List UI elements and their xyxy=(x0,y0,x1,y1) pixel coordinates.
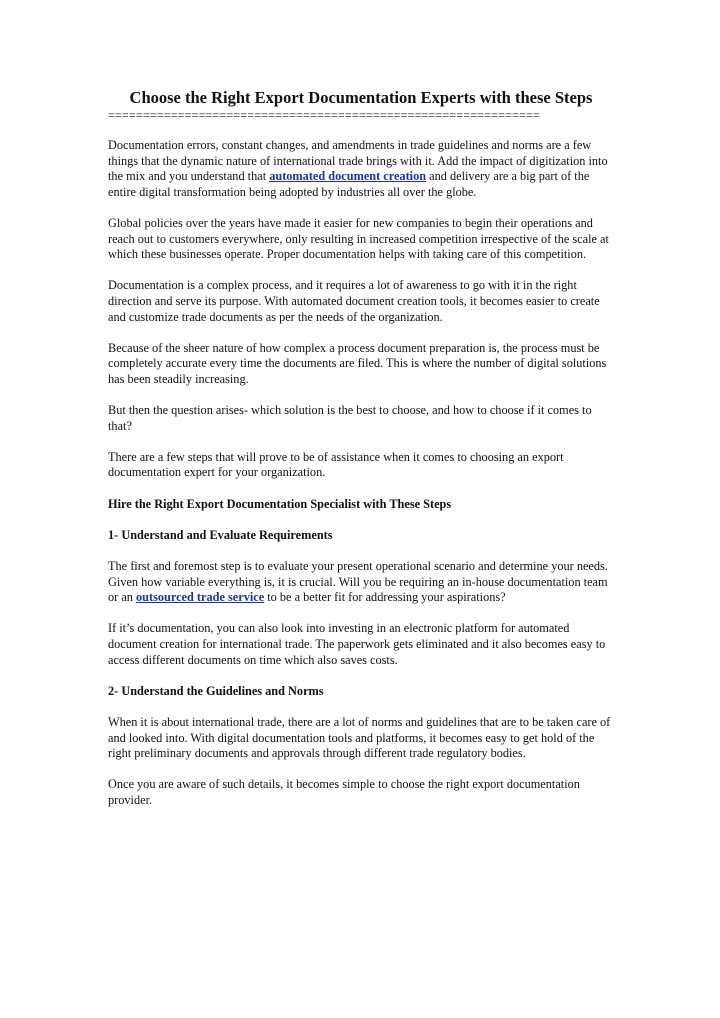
document-title: Choose the Right Export Documentation Experts with these Steps xyxy=(129,88,593,107)
paragraph-accuracy: Because of the sheer nature of how complex a process document preparation is, the process must be completely accurate every time the documents are filed. This is where the number of digital solutions has been steadily increasing. xyxy=(108,340,607,386)
paragraph-evaluate-text-after: to be a better fit for addressing your aspirations? xyxy=(264,590,506,605)
paragraph-evaluate-needs xyxy=(108,559,614,606)
paragraph-electronic-platform: If it’s documentation, you can also look into investing in an electronic platform for automated document creation for international trade. The paperwork gets eliminated and it also becomes easy to access different documents on time which also saves costs. xyxy=(108,621,606,667)
section-heading-step-2: 2- Understand the Guidelines and Norms xyxy=(108,683,324,698)
paragraph-steps-intro: There are a few steps that will prove to be of assistance when it comes to choosing an export documentation expert for your organization. xyxy=(108,449,564,480)
automated-document-creation-link[interactable]: automated document creation xyxy=(269,169,427,184)
paragraph-conclusion: Once you are aware of such details, it becomes simple to choose the right export documentation provider. xyxy=(108,777,580,807)
outsourced-trade-service-link[interactable]: outsourced trade service xyxy=(136,590,265,605)
paragraph-intro-text-after: and delivery are a big part of the entire digital transformation being adopted by industries all over the globe. xyxy=(108,169,590,199)
paragraph-global-policies: Global policies over the years have made it easier for new companies to begin their operations and reach out to customers everywhere, only resulting in increased competition irrespective of the scale at which these businesses operate. Proper documentation helps with taking care of this competition. xyxy=(108,215,609,262)
section-heading-hire: Hire the Right Export Documentation Specialist with These Steps xyxy=(108,496,452,511)
section-heading-step-1: 1- Understand and Evaluate Requirements xyxy=(108,527,333,542)
paragraph-complex-process: Documentation is a complex process, and it requires a lot of awareness to go with it in the right direction and serve its purpose. With automated document creation tools, it becomes easier to create and customize trade documents as per the needs of the organization. xyxy=(108,278,600,324)
paragraph-evaluate-text-before: The first and foremost step is to evaluate your present operational scenario and determine your needs. Given how variable everything is, it is crucial. Will you be requiring an in-house documentation team or an xyxy=(108,559,608,605)
paragraph-intro-text-before: Documentation errors, constant changes, and amendments in trade guidelines and norms are a few things that the dynamic nature of international trade brings with it. Add the impact of digitization into the mix and you understand that xyxy=(108,138,608,184)
paragraph-question: But then the question arises- which solution is the best to choose, and how to choose if it comes to that? xyxy=(108,403,592,433)
document-page xyxy=(108,88,614,824)
paragraph-intro xyxy=(108,138,614,200)
title-underline-rule: ============================================================== xyxy=(108,108,540,122)
paragraph-norms: When it is about international trade, there are a lot of norms and guidelines that are to be taken care of and looked into. With digital documentation tools and platforms, it becomes easy to get hold of the right preliminary documents and approvals through different trade regulatory bodies. xyxy=(108,714,611,761)
